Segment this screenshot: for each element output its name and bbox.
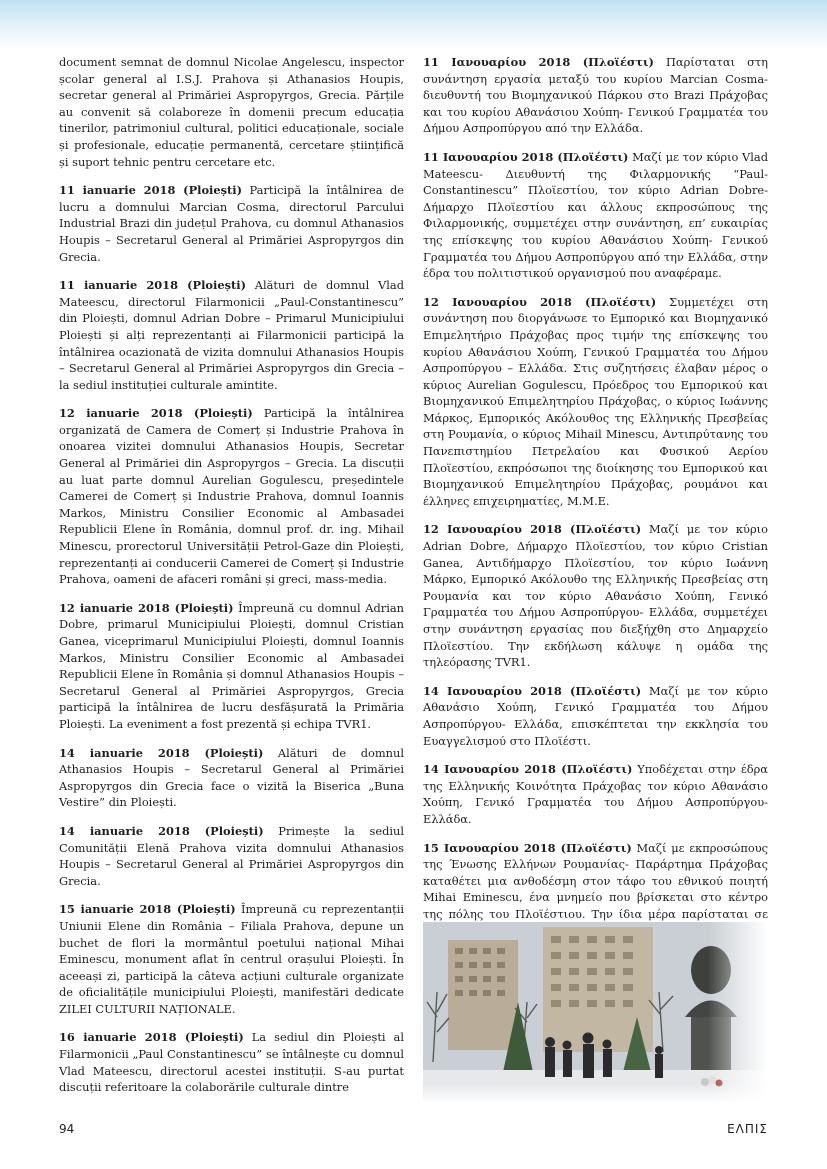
entry-body: Μαζί με τον κύριο Vlad Mateescu- Διευθυντή της Φιλαρμονικής “Paul-Constantinescu” Πλοϊεστίου, τον κύριο Adrian Dobre- Δήμαρχο Πλοϊεστίου και άλλους εκπροσώπους της Φιλαρμονικής, συμμετέχει στην συνάντηση, επ’ ευκαιρίας της επίσκεψης του κυρίου Αθανάσιου Χούπη- Γενικού Γραμματέα του Δήμου Ασπροπύργου από την Ελλάδα, στην έδρα του πολιτιστικού οργανισμού που αναφέραμε. (423, 149, 768, 281)
entry-paragraph (59, 823, 404, 889)
entry-paragraph (59, 277, 404, 393)
entry-body: Alături de domnul Athanasios Houpis – Secretarul General al Primăriei Aspropyrgos din Grecia face o vizită la Biserica „Buna Vestire” din Ploiești. (59, 745, 404, 810)
entry-date-lead: 11 Ιανουαρίου 2018 (Πλοϊέστι) (423, 55, 654, 69)
entry-paragraph (423, 294, 768, 510)
entry-body: Μαζί με τον κύριο Adrian Dobre, Δήμαρχο Πλοϊεστίου, τον κύριο Cristian Ganea, Αντιδήμαρχο Πλοϊεστίου, τον κύριο Ιωάννη Μάρκο, Εμπορικό Ακόλουθο της Ελληνικής Πρεσβείας στη Ρουμανία και τον κύριο Αθανάσιο Χούπη, Γενικό Γραμματέα του Δήμου Ασπροπύργου- Ελλάδα, συμμετέχει στην συνάντηση εργασίας που διεξήχθη στο Δημαρχείο Πλοϊεστίου. Την εκδήλωση κάλυψε η ομάδα της τηλεόρασης TVR1. (423, 522, 768, 670)
entry-date-lead: 12 Ιανουαρίου 2018 (Πλοϊέστι) (423, 522, 642, 537)
right-column-greek (423, 54, 768, 984)
entry-body: document semnat de domnul Nicolae Angelescu, inspector școlar general al I.S.J. Prahova și Athanasios Houpis, secretar general al Primăriei Aspropyrgos, Grecia. Părțile au convenit să colaboreze în domenii precum educația tinerilor, patrimoniul cultural, politici educaționale, sociale și profesionale, educație permanentă, cercetare științifică și suport tehnic pentru cercetare etc. (59, 55, 404, 169)
entry-paragraph (59, 54, 404, 170)
entry-body: Υποδέχεται στην έδρα της Ελληνικής Κοινότητα Πράχοβας τον κύριο Αθανάσιο Χούπη, Γενικό Γραμματέα του Δήμου Ασπροπύργου- Ελλάδα. (423, 762, 768, 826)
photo-edge-fade (708, 922, 768, 1102)
left-column-romanian (59, 54, 404, 1108)
entry-date-lead: 14 ianuarie 2018 (Ploiești) (59, 745, 264, 760)
entry-date-lead: 12 Ιανουαρίου 2018 (Πλοϊέστι) (423, 294, 657, 309)
entry-paragraph (423, 149, 768, 282)
page-number: 94 (59, 1122, 75, 1136)
entry-body: Alături de domnul Vlad Mateescu, directorul Filarmonicii „Paul-Constantinescu” din Ploiești, domnul Adrian Dobre – Primarul Municipiului Ploiești și alți reprezentanți ai Filarmonicii participă la întâlnirea ocazionată de vizita domnului Athanasios Houpis – Secretarul General al Primăriei Aspropyrgos din Grecia – la sediul instituției culturale amintite. (59, 278, 404, 392)
entry-body: Μαζί με τον κύριο Αθανάσιο Χούπη, Γενικό Γραμματέα του Δήμου Ασπροπύργου- Ελλάδα, επισκέπτεται την εκκλησία του Ευαγγελισμού στο Πλοϊέστι. (423, 683, 768, 748)
event-photo (423, 922, 768, 1102)
entry-date-lead: 16 ianuarie 2018 (Ploiești) (59, 1030, 244, 1045)
entry-body: Participă la întâlnirea de lucru a domnului Marcian Cosma, directorul Parcului Industrial Brazi din județul Prahova, cu domnul Athanasios Houpis – Secretarul General al Primăriei Aspropyrgos din Grecia. (59, 183, 404, 264)
entry-paragraph (59, 901, 404, 1017)
entry-date-lead: 12 ianuarie 2018 (Ploiești) (59, 406, 253, 421)
entry-date-lead: 14 Ιανουαρίου 2018 (Πλοϊέστι) (423, 762, 633, 777)
photo-bottom-fade (423, 1084, 768, 1102)
entry-date-lead: 14 Ιανουαρίου 2018 (Πλοϊέστι) (423, 683, 642, 698)
entry-body: Μαζί με εκπροσώπους της Ένωσης Ελλήνων Ρουμανίας- Παράρτημα Πράχοβας καταθέτει μια ανθοδέσμη στον τάφο του εθνικού ποιητή Mihai Eminescu, ένα μνημείο που βρίσκεται στο κέντρο της πόλης του Πλοϊέστιου. Την ίδια μέρα παρίσταται σε (423, 840, 768, 921)
entry-paragraph (59, 600, 404, 733)
entry-body: Primește la sediul Comunității Elenă Prahova vizita domnului Athanasios Houpis – Secretarul General al Primăriei Aspropyrgos din Grecia. (59, 823, 404, 888)
entry-date-lead: 14 ianuarie 2018 (Ploiești) (59, 823, 264, 838)
entry-body: Împreună cu domnul Adrian Dobre, primarul Municipiului Ploiești, domnul Cristian Ganea, viceprimarul Municipiului Ploiești, domnul Ioannis Markos, Ministru Consilier Economic al Ambasadei Republicii Elene în România și domnul Athanasios Houpis – Secretarul General al Primăriei Aspropyrgos, Grecia participă la întâlnirea de lucru desfășurată la Primăria Ploiești. La eveniment a fost prezentă și echipa TVR1. (59, 600, 404, 731)
entry-date-lead: 11 Ιανουαρίου 2018 (Πλοϊέστι) (423, 149, 629, 164)
entry-body: Συμμετέχει στη συνάντηση που διοργάνωσε το Εμπορικό και Βιομηχανικό Επιμελητήριο Πράχοβας προς τιμήν της επίσκεψης του κυρίου Αθανάσιου Χούπη, Γενικού Γραμματέα του Δήμου Ασπροπύργου – Ελλάδα. Στις συζητήσεις έλαβαν μέρος ο κύριος Aurelian Gogulescu, Πρόεδρος του Εμπορικού και Βιομηχανικού Επιμελητηρίου Πράχοβας, ο κύριος Ιωάννης Μάρκος, Εμπορικός Ακόλουθος της Ελληνικής Πρεσβείας στη Ρουμανία, ο κύριος Mihail Minescu, Αντιπρύτανης του Πανεπιστημίου Πετρελαίου και Φυσικού Αερίου Πλοϊεστίου, εκπρόσωποι της διοίκησης του Εμπορικού και Βιομηχανικού Επιμελητηρίου Πράχοβας, ρουμάνοι και έλληνες επιχειρηματίες, Μ.Μ.Ε. (423, 294, 768, 508)
entry-paragraph (423, 54, 768, 137)
entry-body: Participă la întâlnirea organizată de Camera de Comerț și Industrie Prahova în onoarea vizitei domnului Athanasios Houpis, Secretar General al Primăriei din Aspropyrgos – Grecia. La discuții au luat parte domnul Aurelian Gogulescu, președintele Camerei de Comerț și Industrie Prahova, domnul Ioannis Markos, Ministru Consilier Economic al Ambasadei Republicii Elene în România, domnul prof. dr. ing. Mihail Minescu, prorectorul Universității Petrol-Gaze din Ploiești, reprezentanți ai conducerii Camerei de Comerț și Industrie Prahova, oameni de afaceri români și greci, mass-media. (59, 406, 404, 587)
magazine-brand: ΕΛΠΙΣ (727, 1122, 768, 1136)
entry-paragraph (423, 761, 768, 827)
entry-paragraph (59, 1029, 404, 1095)
entry-date-lead: 12 ianuarie 2018 (Ploiești) (59, 600, 234, 615)
entry-body: La sediul din Ploiești al Filarmonicii „Paul Constantinescu” se întâlnește cu domnul Vlad Mateescu, directorul acestei instituții. S-au purtat discuții referitoare la colaborările culturale dintre (59, 1030, 404, 1095)
entry-paragraph (59, 745, 404, 811)
entry-body: Παρίσταται στη συνάντηση εργασία μεταξύ του κυρίου Marcian Cosma- διευθυντή του Βιομηχανικού Πάρκου στο Brazi Πράχοβας και του κυρίου Αθανάσιου Χούπη- Γενικού Γραμματέα του Δήμου Ασπροπύργου από την Ελλάδα. (423, 55, 768, 136)
entry-body: Împreună cu reprezentanții Uniunii Elene din România – Filiala Prahova, depune un buchet de flori la mormântul poetului național Mihai Eminescu, monument aflat în centrul orașului Ploiești. În aceeași zi, participă la câteva acțiuni culturale organizate de oficialitățile municipiului Ploiești, manifestări dedicate ZILEI CULTURII NAȚIONALE. (59, 902, 404, 1016)
entry-date-lead: 11 ianuarie 2018 (Ploiești) (59, 278, 246, 293)
entry-paragraph (423, 683, 768, 749)
entry-paragraph (423, 521, 768, 670)
entry-date-lead: 15 Ιανουαρίου 2018 (Πλοϊέστι) (423, 840, 632, 855)
entry-date-lead: 15 ianuarie 2018 (Ploiești) (59, 902, 236, 917)
entry-date-lead: 11 ianuarie 2018 (Ploiești) (59, 183, 243, 198)
entry-paragraph (59, 182, 404, 265)
entry-paragraph (59, 405, 404, 588)
top-decorative-band (0, 0, 827, 50)
